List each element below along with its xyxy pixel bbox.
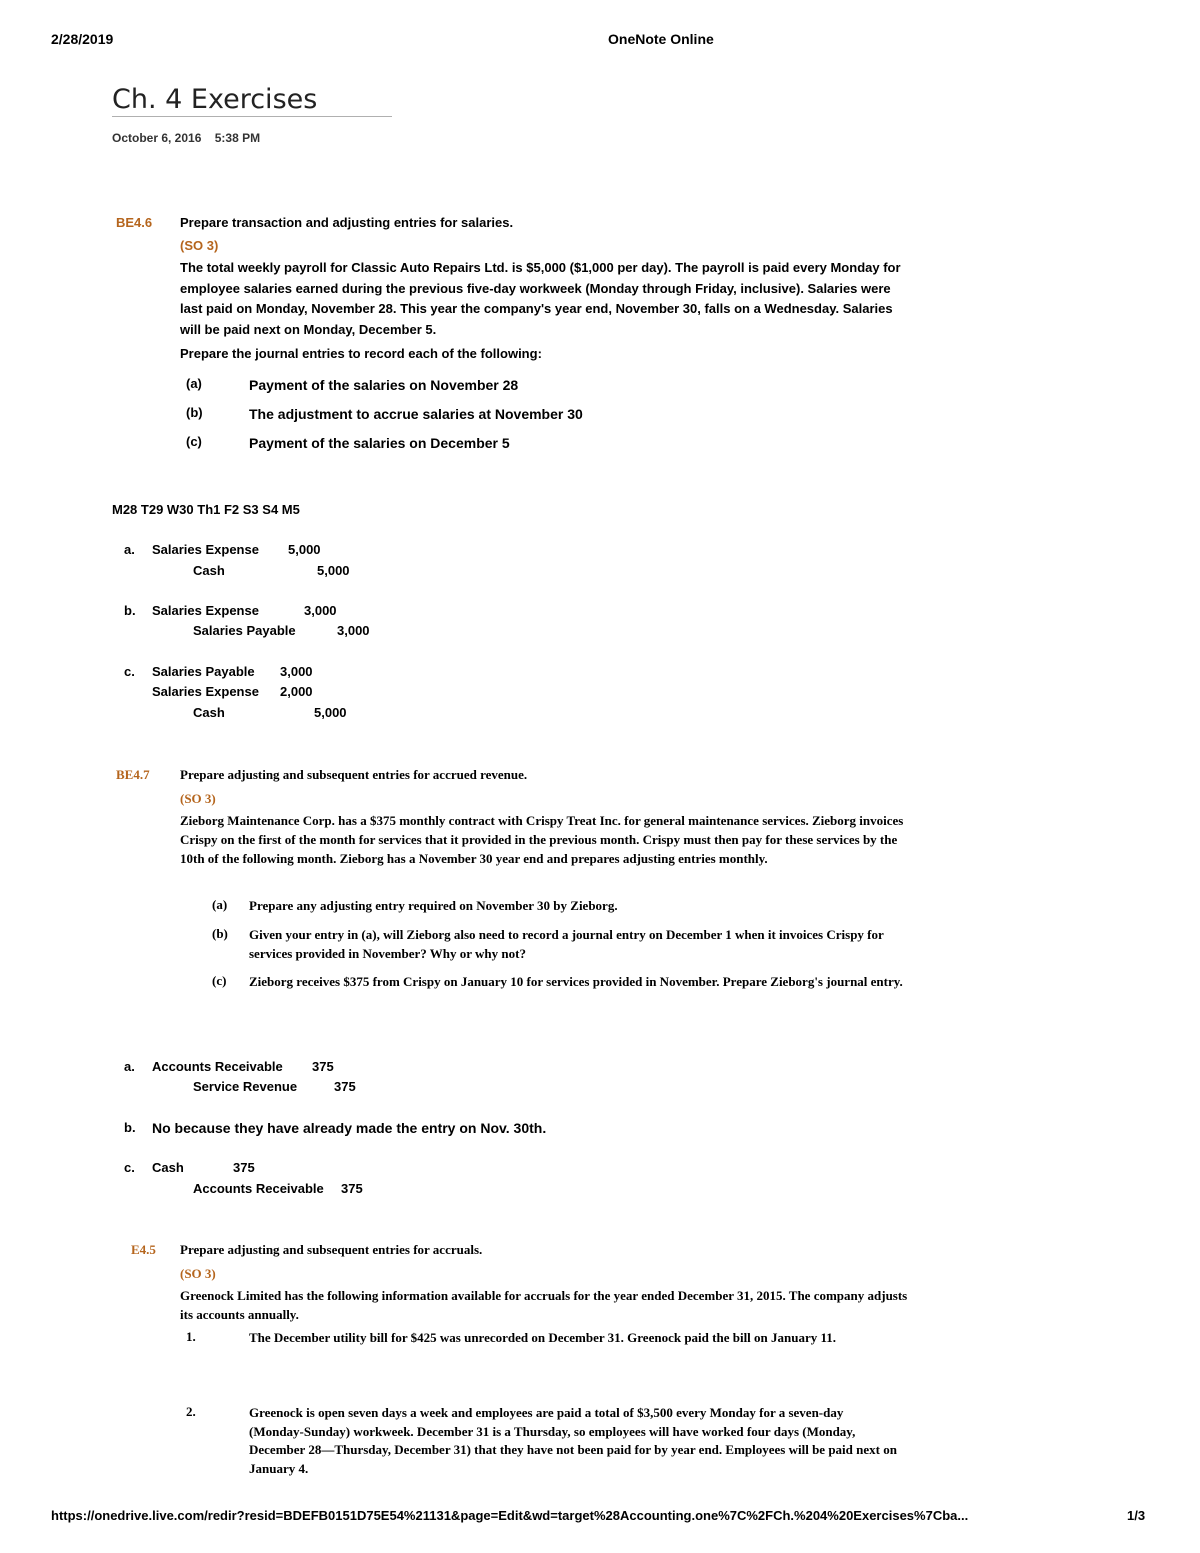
journal-debit: 5,000 [288, 542, 321, 557]
journal-credit: 5,000 [317, 563, 350, 578]
answer-text: No because they have already made the entry on Nov. 30th. [152, 1120, 547, 1136]
answer-label: c. [124, 664, 135, 679]
created-time: 5:38 PM [214, 131, 261, 145]
journal-debit: 375 [233, 1160, 255, 1175]
page-url[interactable]: https://onedrive.live.com/redir?resid=BDEFB0151D75E54%21131&page=Edit&wd=target%28Accounting.one%7C%2FCh.%204%20Exercises%7Cba... [51, 1508, 969, 1523]
timeline: M28 T29 W30 Th1 F2 S3 S4 M5 [112, 502, 300, 517]
journal-account: Service Revenue [193, 1079, 298, 1094]
item-label: (a) [186, 376, 202, 391]
item-text: Prepare any adjusting entry required on November 30 by Zieborg. [249, 898, 618, 913]
exercise-code-be46: BE4.6 [116, 215, 153, 230]
exercise-heading-e45: Prepare adjusting and subsequent entries for accruals. [180, 1242, 483, 1257]
journal-credit: 375 [334, 1079, 356, 1094]
journal-credit: 3,000 [337, 623, 370, 638]
journal-credit: 5,000 [314, 705, 347, 720]
item-label: 1. [186, 1329, 196, 1344]
journal-account: Accounts Receivable [152, 1059, 283, 1074]
journal-account: Accounts Receivable [193, 1181, 324, 1196]
exercise-heading-be47: Prepare adjusting and subsequent entries for accrued revenue. [180, 767, 528, 782]
item-text: Zieborg receives $375 from Crispy on January 10 for services provided in November. Prepare Zieborg's journal entry. [249, 974, 903, 989]
journal-credit: 375 [341, 1181, 363, 1196]
page-title: Ch. 4 Exercises [112, 84, 318, 115]
journal-debit: 3,000 [280, 664, 313, 679]
item-text: The December utility bill for $425 was unrecorded on December 31. Greenock paid the bill on January 11. [249, 1330, 837, 1345]
item-label: 2. [186, 1404, 196, 1419]
journal-account: Cash [193, 563, 225, 578]
journal-account: Cash [193, 705, 225, 720]
answer-label: c. [124, 1160, 135, 1175]
journal-account: Salaries Payable [193, 623, 296, 638]
journal-debit: 2,000 [280, 684, 313, 699]
item-text: Given your entry in (a), will Zieborg also need to record a journal entry on December 1 when it invoices Crispy for services provided in November? Why or why not? [249, 927, 884, 961]
journal-account: Salaries Expense [152, 542, 259, 557]
page-number: 1/3 [1127, 1508, 1146, 1523]
item-text: Payment of the salaries on November 28 [249, 377, 519, 393]
journal-account: Salaries Expense [152, 684, 259, 699]
journal-debit: 3,000 [304, 603, 337, 618]
journal-account: Salaries Payable [152, 664, 255, 679]
item-label: (a) [212, 897, 228, 912]
item-label: (b) [212, 926, 228, 941]
so-tag-be47: (SO 3) [180, 791, 216, 806]
page-date [112, 131, 260, 145]
item-text: Greenock is open seven days a week and employees are paid a total of $3,500 every Monday for a seven-day (Monday-Sunday) workweek. December 31 is a Thursday, so employees will have worked four days (Monday, December 28—Thursday, December 31) that they have not been paid for by year end. Employees will be paid next on January 4. [249, 1405, 897, 1476]
exercise-body-be47: Zieborg Maintenance Corp. has a $375 monthly contract with Crispy Treat Inc. for general maintenance services. Zieborg invoices Crispy on the first of the month for services that it provided in the previous month. Crispy must then pay for these services by the 10th of the following month. Zieborg has a November 30 year end and prepares adjusting entries monthly. [180, 813, 904, 866]
answer-label: b. [124, 1120, 136, 1135]
journal-account: Salaries Expense [152, 603, 259, 618]
so-tag-be46: (SO 3) [180, 238, 219, 253]
answer-label: a. [124, 542, 135, 557]
exercise-heading-be46: Prepare transaction and adjusting entries for salaries. [180, 215, 514, 230]
app-name: OneNote Online [608, 31, 714, 47]
item-label: (b) [186, 405, 203, 420]
exercise-code-be47: BE4.7 [116, 767, 150, 782]
title-underline [112, 116, 392, 117]
exercise-code-e45: E4.5 [131, 1242, 156, 1257]
so-tag-e45: (SO 3) [180, 1266, 216, 1281]
item-text: Payment of the salaries on December 5 [249, 435, 510, 451]
exercise-body-be46: The total weekly payroll for Classic Auto Repairs Ltd. is $5,000 ($1,000 per day). The payroll is paid every Monday for employee salaries earned during the previous five-day workweek (Monday through Friday, inclusive). Salaries were last paid on Monday, November 28. This year the company's year end, November 30, falls on a Wednesday. Salaries will be paid next on Monday, December 5. [180, 260, 901, 337]
journal-account: Cash [152, 1160, 184, 1175]
journal-debit: 375 [312, 1059, 334, 1074]
created-date: October 6, 2016 [112, 131, 202, 145]
item-label: (c) [212, 973, 227, 988]
item-text: The adjustment to accrue salaries at November 30 [249, 406, 583, 422]
exercise-body-e45: Greenock Limited has the following information available for accruals for the year ended December 31, 2015. The company adjusts its accounts annually. [180, 1288, 908, 1322]
answer-label: a. [124, 1059, 135, 1074]
print-date: 2/28/2019 [51, 31, 114, 47]
item-label: (c) [186, 434, 202, 449]
exercise-prompt-be46: Prepare the journal entries to record each of the following: [180, 346, 542, 361]
answer-label: b. [124, 603, 136, 618]
